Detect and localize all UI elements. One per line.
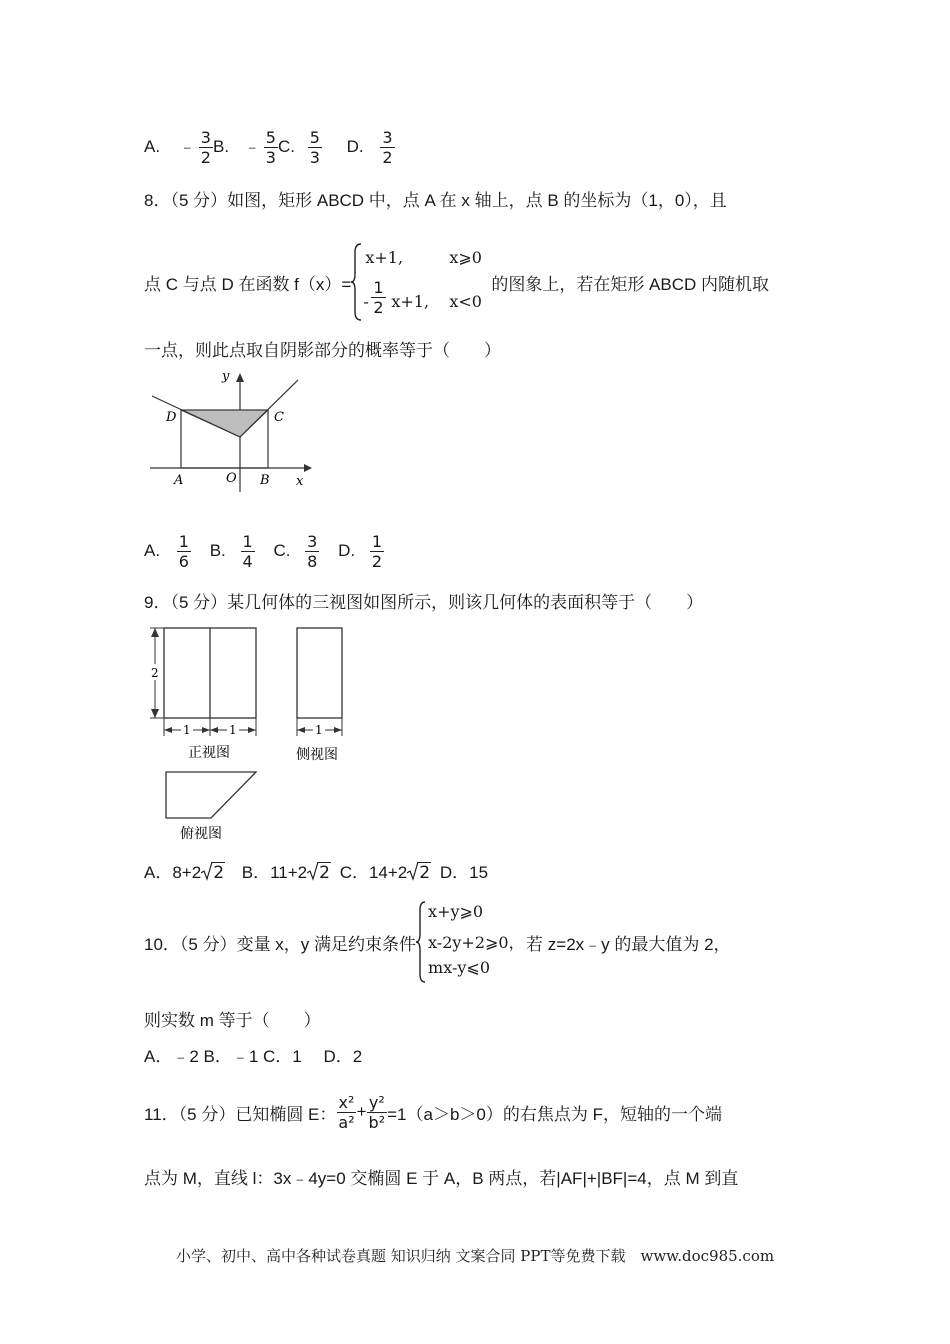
q8-line-2-suffix: 的图象上，若在矩形 ABCD 内随机取 xyxy=(491,274,770,294)
q9-option-c-label: C． xyxy=(339,863,369,882)
q11-line-1-prefix: 11．（5 分）已知椭圆 E： xyxy=(144,1104,337,1124)
q8-x-axis-arrow xyxy=(304,464,312,472)
q11-fraction-x: $\frac{\text{x²}}{\text{a²}}$ xyxy=(338,1092,355,1132)
q8-line-2 xyxy=(144,242,769,322)
q7-option-a-sign: ﹣ xyxy=(178,136,196,157)
q11-plus: + xyxy=(356,1102,367,1121)
q9-option-d-text: 15 xyxy=(469,863,489,882)
q9-option-d-label: D． xyxy=(439,863,470,882)
q8-line-1: 8．（5 分）如图，矩形 ABCD 中，点 A 在 x 轴上，点 B 的坐标为（1，0），且 xyxy=(144,191,727,210)
q7-option-b-fraction: $\frac{5}{3}$ xyxy=(265,128,276,167)
q8-case-1-expr: x+1, xyxy=(365,248,404,267)
q8-case-2-fraction: $\frac{1}{2}$ xyxy=(373,278,384,317)
q9-option-a-text: 8+2 xyxy=(172,863,202,882)
q8-graph-figure xyxy=(146,368,326,498)
q8-shaded-region xyxy=(181,410,268,437)
q8-function-right-branch xyxy=(240,380,298,437)
q9-height-arrow-bottom xyxy=(151,709,159,718)
q8-option-a-fraction: $\frac{1}{6}$ xyxy=(178,532,189,571)
q7-options xyxy=(144,128,395,167)
q10-line-2: 则实数 m 等于（ ） xyxy=(144,1011,321,1030)
q9-option-a-sqrt: 2 xyxy=(201,863,225,883)
q8-option-b-label: B. xyxy=(209,540,226,560)
q10-constraint-3: mx-y⩽0 xyxy=(428,958,490,977)
q11-line-1 xyxy=(144,1082,722,1142)
q7-option-c-fraction: $\frac{5}{3}$ xyxy=(309,128,320,167)
q7-option-b-sign: ﹣ xyxy=(243,136,261,157)
q10-line-1-suffix: 若 z=2x﹣y 的最大值为 2， xyxy=(526,934,731,954)
q8-label-b: B xyxy=(260,473,270,488)
q7-option-d-fraction: $\frac{3}{2}$ xyxy=(382,128,393,167)
q7-option-b-label: B. xyxy=(212,136,230,156)
q9-height-label: 2 xyxy=(151,666,159,680)
q7-option-c-label: C. xyxy=(277,136,295,156)
q8-option-a-label: A. xyxy=(144,540,161,560)
q10-constraint-1: x+y⩾0 xyxy=(428,902,484,921)
q8-option-c-label: C. xyxy=(273,540,291,560)
q8-option-d-label: D. xyxy=(338,540,356,560)
page-footer: 小学、初中、高中各种试卷真题 知识归纳 文案合同 PPT等免费下载 www.doc985.com xyxy=(176,1247,775,1265)
q9-option-b-label: B． xyxy=(241,863,271,882)
q8-label-d: D xyxy=(166,410,177,425)
q7-option-a-fraction: $\frac{3}{2}$ xyxy=(200,128,211,167)
q8-line-3: 一点，则此点取自阴影部分的概率等于（ ） xyxy=(144,341,501,360)
q8-case-2-sign: - xyxy=(363,292,369,311)
q9-option-c-sqrt: 2 xyxy=(407,863,431,883)
q9-side-arrow-l xyxy=(297,727,305,733)
q9-width-arrow-2r xyxy=(248,727,256,733)
q8-label-x: x xyxy=(296,474,304,489)
q8-label-o: O xyxy=(226,471,237,486)
q9-width-arrow-2l xyxy=(210,727,218,733)
q9-height-arrow-top xyxy=(151,628,159,637)
q9-front-caption: 正视图 xyxy=(188,745,230,761)
q8-option-d-fraction: $\frac{1}{2}$ xyxy=(371,532,383,571)
q9-side-width-label: 1 xyxy=(315,723,323,737)
q8-label-y: y xyxy=(222,369,230,384)
q9-width-arrow-1l xyxy=(164,727,172,733)
q11-line-2: 点为 M，直线 l：3x﹣4y=0 交椭圆 E 于 A，B 两点，若|AF|+|BF|=4，点 M 到直 xyxy=(144,1169,739,1188)
q8-label-c: C xyxy=(274,410,284,425)
q8-case-2-cond: x<0 xyxy=(449,292,482,311)
q9-option-c-text: 14+2 xyxy=(368,863,408,882)
q8-option-b-fraction: $\frac{1}{4}$ xyxy=(242,532,253,571)
q10-line-1-prefix: 10．（5 分）变量 x，y 满足约束条件 xyxy=(144,934,417,954)
q9-width-label-2: 1 xyxy=(229,723,237,737)
q10-constraint-system xyxy=(416,900,526,984)
q9-option-b-text: 11+2 xyxy=(270,863,308,882)
q8-option-c-fraction: $\frac{3}{8}$ xyxy=(307,532,318,571)
q9-option-a-label: A． xyxy=(144,863,173,882)
q8-options xyxy=(144,532,384,571)
q9-width-label-1: 1 xyxy=(183,723,191,737)
q9-option-b-sqrt: 2 xyxy=(307,863,331,883)
q9-options xyxy=(144,858,488,883)
q11-fraction-y: $\frac{\text{y²}}{\text{b²}}$ xyxy=(368,1092,386,1132)
q8-line-2-prefix: 点 C 与点 D 在函数 f（x）= xyxy=(144,274,352,294)
q10-line-1 xyxy=(144,900,731,984)
q10-constraint-brace xyxy=(416,900,426,984)
q8-label-a: A xyxy=(174,473,184,488)
q10-constraint-2: x-2y+2⩾0， xyxy=(428,933,525,952)
q8-y-axis-arrow xyxy=(236,373,244,382)
q8-piecewise-function xyxy=(351,242,491,322)
q7-option-a-label: A. xyxy=(144,136,161,156)
q10-options: A．﹣2 B．﹣1 C．1 D．2 xyxy=(144,1047,363,1066)
q7-option-d-label: D. xyxy=(346,136,364,156)
q9-three-view-figure xyxy=(144,622,364,844)
q9-side-view xyxy=(297,628,342,718)
q9-top-view xyxy=(166,772,256,818)
q8-case-2-expr: x+1, xyxy=(391,292,430,311)
q8-case-1-cond: x⩾0 xyxy=(449,248,482,267)
q9-line-1: 9．（5 分）某几何体的三视图如图所示，则该几何体的表面积等于（ ） xyxy=(144,593,704,612)
q11-line-1-suffix: =1（a＞b＞0）的右焦点为 F，短轴的一个端 xyxy=(387,1104,722,1124)
q9-side-arrow-r xyxy=(334,727,342,733)
q9-side-caption: 侧视图 xyxy=(296,747,338,763)
q9-top-caption: 俯视图 xyxy=(180,826,222,842)
q9-width-arrow-1r xyxy=(202,727,210,733)
q8-piecewise-brace xyxy=(351,242,363,322)
